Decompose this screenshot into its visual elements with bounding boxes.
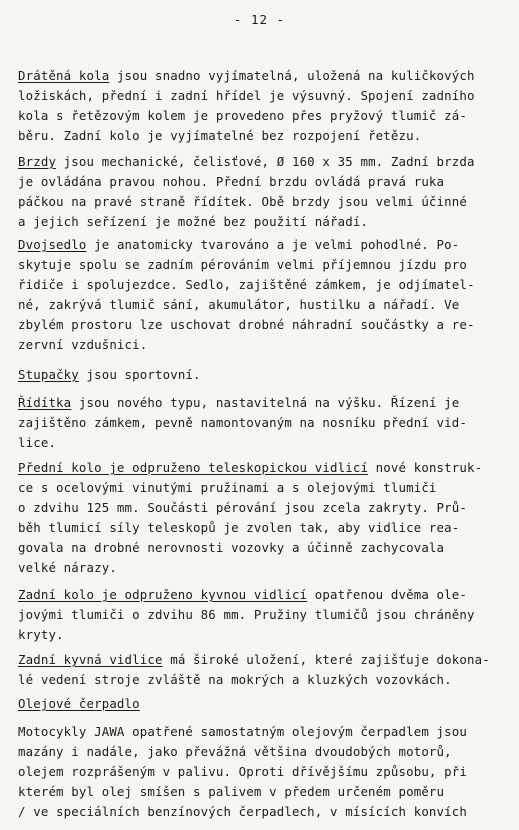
- paragraph-term: Drátěná kola: [18, 68, 110, 83]
- paragraph-wire-wheels: [18, 66, 510, 146]
- line-text: jsou mechanické, čelisťové, Ø 160 x 35 mm. Zadní brzda: [56, 154, 475, 169]
- text-line: kryty.: [18, 627, 64, 642]
- section-heading: Olejové čerpadlo: [18, 696, 140, 711]
- text-line: zbylém prostoru lze uschovat drobné náhradní součástky a re-: [18, 317, 475, 332]
- paragraph-term: Zadní kyvná vidlice: [18, 652, 163, 667]
- text-line: páčkou na pravé straně řídítek. Obě brzdy jsou velmi účinné: [18, 194, 467, 209]
- paragraph-term: Zadní kolo je odpruženo kyvnou vidlicí: [18, 587, 308, 602]
- text-line: o zdvihu 125 mm. Součásti pérování jsou zcela zakryty. Prů-: [18, 500, 467, 515]
- text-line: Motocykly JAWA opatřené samostatným olejovým čerpadlem jsou: [18, 724, 467, 739]
- text-line: mazány i nadále, jako převážná většina dvoudobých motorů,: [18, 744, 452, 759]
- text-line: zervní vzdušnici.: [18, 337, 148, 352]
- text-line: skytuje spolu se zadním pérováním velmi příjemnou jízdu pro: [18, 257, 467, 272]
- paragraph-rear-wheel: [18, 585, 510, 645]
- text-line: [18, 365, 510, 385]
- paragraph-term: Brzdy: [18, 154, 57, 169]
- text-line: běh tlumicí síly teleskopů je zvolen tak, aby vidlice rea-: [18, 520, 460, 535]
- text-line: ce s ocelovými vinutými pružinami a s olejovými tlumiči: [18, 480, 437, 495]
- line-text: jsou nového typu, nastavitelná na výšku. Řízení je: [71, 395, 460, 410]
- paragraph-footrests: [18, 365, 510, 385]
- paragraph-brakes: [18, 152, 510, 232]
- text-line: a jejich seřízení je možné bez použití nářadí.: [18, 214, 369, 229]
- text-line: [18, 650, 510, 670]
- paragraph-term: Stupačky: [18, 367, 79, 382]
- text-line: [18, 585, 510, 605]
- section-heading-oil-pump: [18, 694, 510, 714]
- line-text: jsou snadno vyjímatelná, uložená na kuličkových: [109, 68, 475, 83]
- text-line: velké nárazy.: [18, 560, 117, 575]
- line-text: je anatomicky tvarováno a je velmi pohodlné. Po-: [86, 237, 460, 252]
- paragraph-oil-pump-body: [18, 722, 510, 822]
- text-line: zajištěno zámkem, pevně namontovaným na nosníku přední vid-: [18, 415, 467, 430]
- paragraph-front-wheel: [18, 458, 510, 578]
- line-text: opatřenou dvěma ole-: [307, 587, 467, 602]
- paragraph-term: Řídítka: [18, 395, 72, 410]
- paragraph-swing-arm: [18, 650, 510, 690]
- line-text: má široké uložení, které zajišťuje dokona-: [162, 652, 490, 667]
- text-line: kola s řetězovým kolem je provedeno přes pryžový tlumič zá-: [18, 108, 467, 123]
- text-line: kterém byl olej smíšen s palivem v předem určeném poměru: [18, 784, 445, 799]
- text-line: jovými tlumiči o zdvihu 86 mm. Pružiny tlumičů jsou chráněny: [18, 607, 475, 622]
- paragraph-term: Přední kolo je odpruženo teleskopickou vidlicí: [18, 460, 369, 475]
- text-line: [18, 66, 510, 86]
- text-line: né, zakrývá tlumič sání, akumulátor, hustilku a nářadí. Ve: [18, 297, 460, 312]
- text-line: govala na drobné nerovnosti vozovky a účinně zachycovala: [18, 540, 445, 555]
- text-line: / ve speciálních benzínových čerpadlech, v mísících konvích: [18, 804, 467, 819]
- text-line: řidiče i spolujezdce. Sedlo, zajištěné zámkem, je odjímatel-: [18, 277, 475, 292]
- text-line: lé vedení stroje zvláště na mokrých a kluzkých vozovkách.: [18, 672, 452, 687]
- text-line: [18, 393, 510, 413]
- text-line: lice.: [18, 435, 57, 450]
- text-line: běru. Zadní kolo je vyjímatelné bez rozpojení řetězu.: [18, 128, 422, 143]
- paragraph-term: Dvojsedlo: [18, 237, 87, 252]
- line-text: jsou sportovní.: [78, 367, 201, 382]
- line-text: nové konstruk-: [368, 460, 483, 475]
- text-line: [18, 458, 510, 478]
- page-number: - 12 -: [233, 12, 286, 27]
- text-line: ložiskách, přední i zadní hřídel je výsuvný. Spojení zadního: [18, 88, 475, 103]
- paragraph-handlebars: [18, 393, 510, 453]
- text-line: [18, 152, 510, 172]
- text-line: [18, 694, 510, 714]
- text-line: je ovládána pravou nohou. Přední brzdu ovládá pravá ruka: [18, 174, 445, 189]
- paragraph-double-seat: [18, 235, 510, 355]
- text-line: olejem rozprášeným v palivu. Oproti dřívějšímu způsobu, při: [18, 764, 467, 779]
- text-line: [18, 235, 510, 255]
